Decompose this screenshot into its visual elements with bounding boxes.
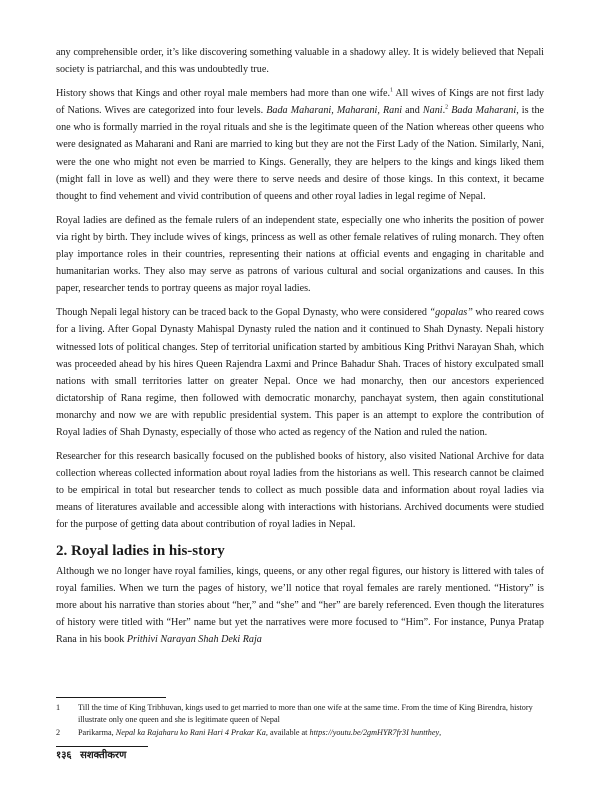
body-text <box>56 44 544 655</box>
italic-text: “gopalas” <box>429 307 473 319</box>
italic-text: Nepal ka Rajaharu ko Rani Hari 4 Prakar Ka <box>115 728 266 737</box>
footnote-text: Parikarma, Nepal ka Rajaharu ko Rani Hari 4 Prakar Ka, available at https://youtu.be/2gmHYR7fr3I huntthey, <box>78 728 442 737</box>
section-paragraph: Although we no longer have royal families, kings, queens, or any other regal figures, our history is littered with tales of royal families. When we turn the pages of history, we’ll notice that royal females are rarely mentioned. “History” is more about his narrative than stories about “her,” and “she” and “her” are barely referenced. Even though the literatures of history were titled with “Her” name but yet the narratives were more focused to “Him”. For instance, Punya Pratap Rana in his book Prithivi Narayan Shah Deki Raja <box>56 565 544 645</box>
footnotes <box>56 697 544 741</box>
section-heading: 2. Royal ladies in his-story <box>56 542 225 559</box>
footnote-text: Till the time of King Tribhuvan, kings used to get married to more than one wife at the same time. From the time of King Birendra, history illustrate only one queen and she is legitimate queen of Nepal <box>78 703 533 724</box>
italic-text: https://youtu.be/2gmHYR7fr3I huntthey <box>309 728 440 737</box>
italic-text: Bada Maharani <box>451 105 517 117</box>
italic-text: Prithivi Narayan Shah Deki Raja <box>126 633 262 645</box>
footnote-ref: 2 <box>445 104 449 111</box>
footer-rule <box>56 746 148 747</box>
footnote-ref: 1 <box>390 87 393 94</box>
italic-text: Nani <box>422 105 443 117</box>
journal-name: सशक्तीकरण <box>80 750 127 761</box>
paragraph: Though Nepali legal history can be traced back to the Gopal Dynasty, who were considered “gopalas” who reared cows for a living. After Gopal Dynasty Mahispal Dynasty ruled the nation and it continued to Shah Dynasty. Nepali history witnessed lots of political changes. Step of territorial unification started by ambitious King Prithvi Narayan Shah, which was proceeded ahead by his hires Queen Rajendra Laxmi and Prince Bahadur Shah. Traces of history exculpated small nations with small territories latter on greater Nepal. Once we had monarchy, then our ancestors experienced dictatorship of Rana regime, then followed with democratic monarchy, panchayat system, then again constitutional monarchy and now we are with republic presidential system. This paper is an attempt to explore the contribution of Royal ladies of Shah Dynasty, especially of those who acted as regency of the Nation and ruled the nation. <box>56 307 544 438</box>
footnote-number: 2 <box>56 728 61 737</box>
italic-text: Bada Maharani, Maharani, Rani <box>266 105 403 117</box>
footnote <box>56 727 544 739</box>
paragraph: Royal ladies are defined as the female rulers of an independent state, especially one who inherits the position of power via right by birth. They include wives of kings, princess as well as other female relatives of ruling monarch. They often play importance roles in their countries, representing their nations at official events and engaging in charitable and humanitarian works. They also may serve as patrons of various cultural and social organizations and causes. In this paper, researcher tends to portray queens as major royal ladies. <box>56 214 544 295</box>
footnote <box>56 702 544 725</box>
page-number: १३६ <box>56 750 72 761</box>
paragraph: any comprehensible order, it’s like discovering something valuable in a shadowy alley. It is widely believed that Nepali society is patriarchal, and this was undoubtedly true. <box>56 47 544 76</box>
paragraph: Researcher for this research basically focused on the published books of history, also visited National Archive for data collection whereas collected information about royal ladies from the historians as well. This research cannot be claimed to be empirical in total but researcher tends to collect as much possible data and information about royal ladies via means of literatures available and accessible along with interactions with historians. Archived documents were studied for the purpose of getting data about contribution of royal ladies in Nepal. <box>56 451 544 531</box>
footnote-number: 1 <box>56 703 61 712</box>
footnote-rule <box>56 697 166 698</box>
paragraph: History shows that Kings and other royal male members had more than one wife.$^1$ All wives of Kings are not first lady of Nations. Wives are categorized into four levels. Bada Maharani, Maharani, Rani and Nani.$^2$ Bada Maharani, is the one who is formally married in the royal rituals and she is the legitimate queen of the Nation whereas other queens who were designated as Maharani and Rani are married to king but they are not the First Lady of the Nation. Similarly, Nani, were the one who might not even be married to Kings. Generally, they are helpers to the kings and kings liked them (might fall in love as well) and they were there to serve needs and desire of those kings. In this context, it became thought to find vehement and vivid contribution of queens and other royal ladies in legal regime of Nepal. <box>56 87 545 202</box>
page-footer <box>56 748 256 764</box>
